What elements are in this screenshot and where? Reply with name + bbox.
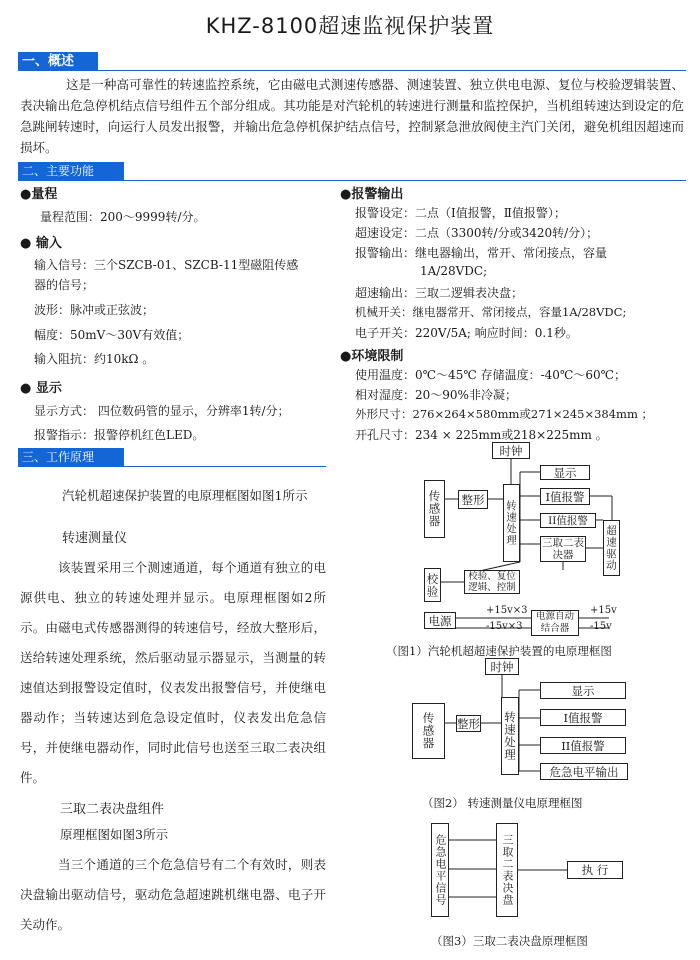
fig2-speed-proc-box: 转速处理: [501, 697, 519, 775]
input-line: 波形：脉冲或正弦波；: [34, 303, 155, 317]
display-heading: ● 显示: [20, 381, 62, 396]
fig2-caption: （图2） 转速测量仪电原理框图: [422, 796, 583, 810]
fig1-vote-box: 三取二表决器: [542, 537, 584, 561]
fig2-display-box: 显示: [540, 682, 626, 699]
fig1-check-box: 校验: [424, 568, 441, 602]
fig3-danger-signal-box: 危急电平信号: [431, 823, 449, 917]
fig2-alarm1-box: I值报警: [540, 709, 626, 726]
vote-panel-heading: 三取二表决盘组件: [60, 802, 165, 817]
speed-meter-heading: 转速测量仪: [62, 531, 128, 546]
overview-paragraph: 这是一种高可靠性的转速监控系统，它由磁电式测速传感器、测速装置、独立供电电源、复位与校验逻辑装置、表决输出危急停机结点信号组件五个部分组成。其功能是对汽轮机的转速进行测量和监控保护，当机组转速达到设定的危急跳闸转速时，向运行人员发出报警，并输出危急停机保护结点信号，控制紧急泄放阀使主汽门关闭，避免机组因超速而损坏。: [20, 77, 684, 155]
fig1-caption: （图1）汽轮机超超速保护装置的电原理框图: [386, 644, 612, 658]
alarm-line: 报警输出：继电器输出，常开、常闭接点，容量: [355, 246, 608, 260]
alarm-line: 超速设定：二点（3300转/分或3420转/分）；: [355, 226, 599, 240]
fig1-sensor-box: 传感器: [424, 480, 445, 538]
fig3-caption: （图3）三取二表决盘原理框图: [431, 934, 588, 948]
input-line: 输入阻抗：约10kΩ 。: [34, 352, 155, 366]
fig1-o2-label: -15v: [590, 621, 612, 632]
vote-panel-intro: 原理框图如图3所示: [60, 827, 168, 842]
input-heading: ● 输入: [20, 236, 62, 251]
section-heading-functions: 二、主要功能: [18, 162, 124, 181]
alarm-heading: ●报警输出: [340, 187, 404, 202]
fig2-clock-box: 时钟: [485, 658, 519, 675]
alarm-line: 报警设定：二点（Ⅰ值报警，Ⅱ值报警）；: [355, 206, 566, 220]
alarm-line: 超速输出：三取二逻辑表决盘；: [355, 286, 524, 300]
fig1-speed-proc-box: 转速处理: [503, 484, 520, 562]
speed-meter-paragraph: 该装置采用三个测速通道，每个通道有独立的电源供电、独立的转速处理并显示。电原理框图如2所示。由磁电式传感器测得的转速信号，经放大整形后，送给转速处理系统，然后驱动显示器显示，当测量的转速值达到报警设定值时，仪表发出报警信号，并使继电器动作；当转速达到危急设定值时，仪表发出危急信号，并使继电器动作，同时此信号也送至三取二表决组件。: [20, 560, 326, 785]
input-line: 输入信号：三个SZCB-01、SZCB-11型磁阻传感: [34, 258, 299, 272]
fig1-alarm2-box: II值报警: [540, 513, 596, 528]
principle-intro: 汽轮机超速保护装置的电原理框图如图1所示: [62, 488, 308, 503]
fig3-execute-box: 执 行: [567, 861, 623, 879]
fig1-overspeed-drive-box: 超速驱动: [603, 520, 620, 576]
input-line: 器的信号；: [34, 278, 95, 292]
section-heading-principle: 三、工作原理: [18, 448, 124, 467]
fig1-alarm1-box: I值报警: [540, 488, 590, 505]
fig1-reset-logic-box: 校验、复位逻辑、控制: [464, 570, 520, 594]
fig2-danger-output-box: 危急电平输出: [540, 763, 628, 780]
fig1-auto-combiner-box: 电源自动结合器: [531, 610, 579, 636]
fig3-vote-box: 三取二表决盘: [496, 823, 518, 917]
section-heading-overview: 一、概述: [18, 52, 98, 71]
display-line: 报警指示：报警停机红色LED。: [34, 428, 205, 442]
fig1-o1-label: +15v: [590, 605, 617, 616]
range-heading: ●量程: [20, 187, 58, 202]
fig1-v2-label: -15v×3: [486, 621, 523, 632]
fig1-shaper-box: 整形: [458, 490, 488, 509]
page-title: KHZ-8100超速监视保护装置: [205, 14, 495, 38]
env-line: 开孔尺寸：234 × 225mm或218×225mm 。: [355, 428, 608, 442]
alarm-line: 1A/28VDC;: [420, 264, 488, 278]
fig1-display-box: 显示: [540, 465, 590, 480]
fig2-alarm2-box: II值报警: [540, 737, 626, 754]
env-line: 使用温度：0℃～45℃ 存储温度：-40℃～60℃；: [355, 368, 627, 382]
fig1-v1-label: +15v×3: [486, 605, 528, 616]
alarm-line: 机械开关：继电器常开、常闭接点，容量1A/28VDC;: [355, 305, 627, 319]
fig1-power-box: 电源: [424, 612, 456, 629]
display-line: 显示方式： 四位数码管的显示，分辨率1转/分；: [34, 404, 290, 418]
env-line: 外形尺寸：276×264×580mm或271×245×384mm ；: [355, 407, 654, 421]
fig2-sensor-box: 传感器: [412, 703, 445, 759]
vote-panel-paragraph: 当三个通道的三个危急信号有二个有效时，则表决盘输出驱动信号，驱动危急超速跳机继电器、电子开关动作。: [20, 857, 326, 932]
env-heading: ●环境限制: [340, 349, 404, 364]
input-line: 幅度：50mV～30V有效值；: [34, 328, 190, 342]
range-line: 量程范围：200～9999转/分。: [40, 210, 206, 224]
env-line: 相对湿度：20～90%非冷凝；: [355, 388, 517, 402]
fig1-clock-box: 时钟: [492, 442, 530, 459]
fig2-shaper-box: 整形: [457, 716, 480, 731]
alarm-line: 电子开关：220V/5A; 响应时间：0.1秒。: [355, 326, 578, 340]
